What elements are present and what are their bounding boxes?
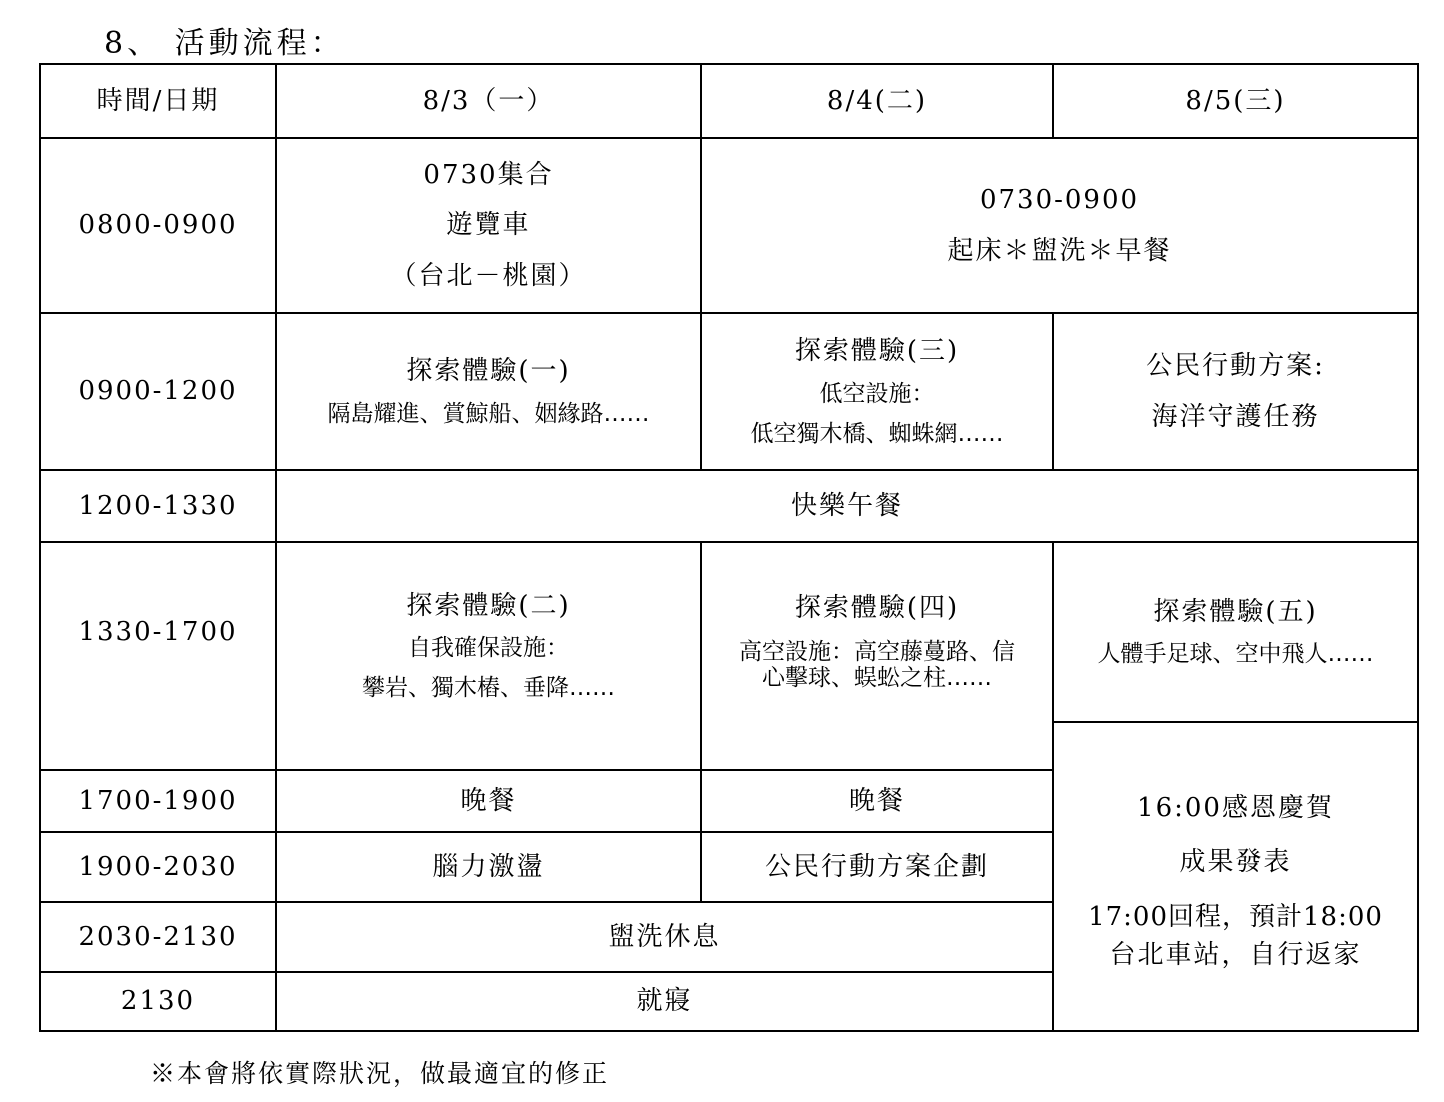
header-day-1: 8/3（一） — [276, 64, 701, 138]
day1-activity — [276, 542, 701, 770]
section-heading: 8、 活動流程： — [104, 26, 345, 61]
day1-activity — [276, 138, 701, 313]
activity-line: 17:00回程，預計18:00 — [1088, 901, 1383, 932]
activity-title: 探索體驗(三) — [794, 336, 960, 367]
day3-closing — [1053, 722, 1418, 1031]
activity-line: 成果發表 — [1179, 847, 1292, 878]
activity-detail: 心擊球、蜈蚣之柱…… — [762, 665, 992, 692]
header-day-3: 8/5(三) — [1053, 64, 1418, 138]
activity-line: 16:00感恩慶賀 — [1137, 792, 1334, 823]
schedule-row — [40, 542, 1418, 722]
time-slot: 0800-0900 — [40, 138, 276, 313]
time-slot: 2130 — [40, 972, 276, 1031]
activity-title: 探索體驗(四) — [794, 593, 960, 624]
schedule-table — [39, 63, 1419, 1032]
activity-detail: 低空設施： — [819, 380, 935, 407]
time-slot: 1900-2030 — [40, 832, 276, 902]
day1-activity: 腦力激盪 — [276, 832, 701, 902]
activity-detail: 攀岩、獨木樁、垂降…… — [362, 675, 615, 702]
all-days-activity: 快樂午餐 — [276, 470, 1418, 542]
header-row — [40, 64, 1418, 138]
day1-2-activity: 盥洗休息 — [276, 902, 1053, 972]
footnote: ※本會將依實際狀況，做最適宜的修正 — [150, 1059, 610, 1088]
schedule-row — [40, 138, 1418, 313]
day2-activity: 公民行動方案企劃 — [701, 832, 1053, 902]
day2-3-activity — [701, 138, 1418, 313]
header-time-date: 時間/日期 — [40, 64, 276, 138]
activity-line: （台北－桃園） — [390, 260, 587, 291]
activity-detail: 高空設施：高空藤蔓路、信 — [739, 638, 1015, 665]
activity-line: 0730-0900 — [979, 185, 1140, 216]
day2-activity: 晚餐 — [701, 770, 1053, 832]
header-day-2: 8/4(二) — [701, 64, 1053, 138]
time-slot: 1330-1700 — [40, 542, 276, 770]
activity-title: 探索體驗(二) — [406, 590, 571, 621]
activity-detail: 隔島耀進、賞鯨船、姻緣路…… — [327, 400, 650, 427]
day1-activity: 晚餐 — [276, 770, 701, 832]
time-slot: 1700-1900 — [40, 770, 276, 832]
day1-activity — [276, 313, 701, 470]
day2-activity — [701, 313, 1053, 470]
activity-detail: 人體手足球、空中飛人…… — [1097, 641, 1374, 668]
day3-activity — [1053, 542, 1418, 722]
activity-line: 遊覽車 — [446, 210, 531, 241]
activity-detail: 低空獨木橋、蜘蛛網…… — [750, 420, 1004, 447]
day2-activity — [701, 542, 1053, 770]
activity-line: 起床＊盥洗＊早餐 — [947, 235, 1172, 266]
activity-line: 台北車站，自行返家 — [1109, 939, 1362, 970]
time-slot: 0900-1200 — [40, 313, 276, 470]
time-slot: 1200-1330 — [40, 470, 276, 542]
activity-line: 0730集合 — [423, 159, 554, 190]
activity-line: 公民行動方案: — [1146, 351, 1325, 382]
time-slot: 2030-2130 — [40, 902, 276, 972]
schedule-row — [40, 313, 1418, 470]
activity-title: 探索體驗(五) — [1153, 596, 1318, 627]
day1-2-activity: 就寢 — [276, 972, 1053, 1031]
activity-line: 海洋守護任務 — [1151, 401, 1320, 432]
activity-detail: 自我確保設施： — [408, 635, 569, 661]
activity-title: 探索體驗(一) — [406, 356, 571, 387]
day3-activity — [1053, 313, 1418, 470]
schedule-row — [40, 470, 1418, 542]
